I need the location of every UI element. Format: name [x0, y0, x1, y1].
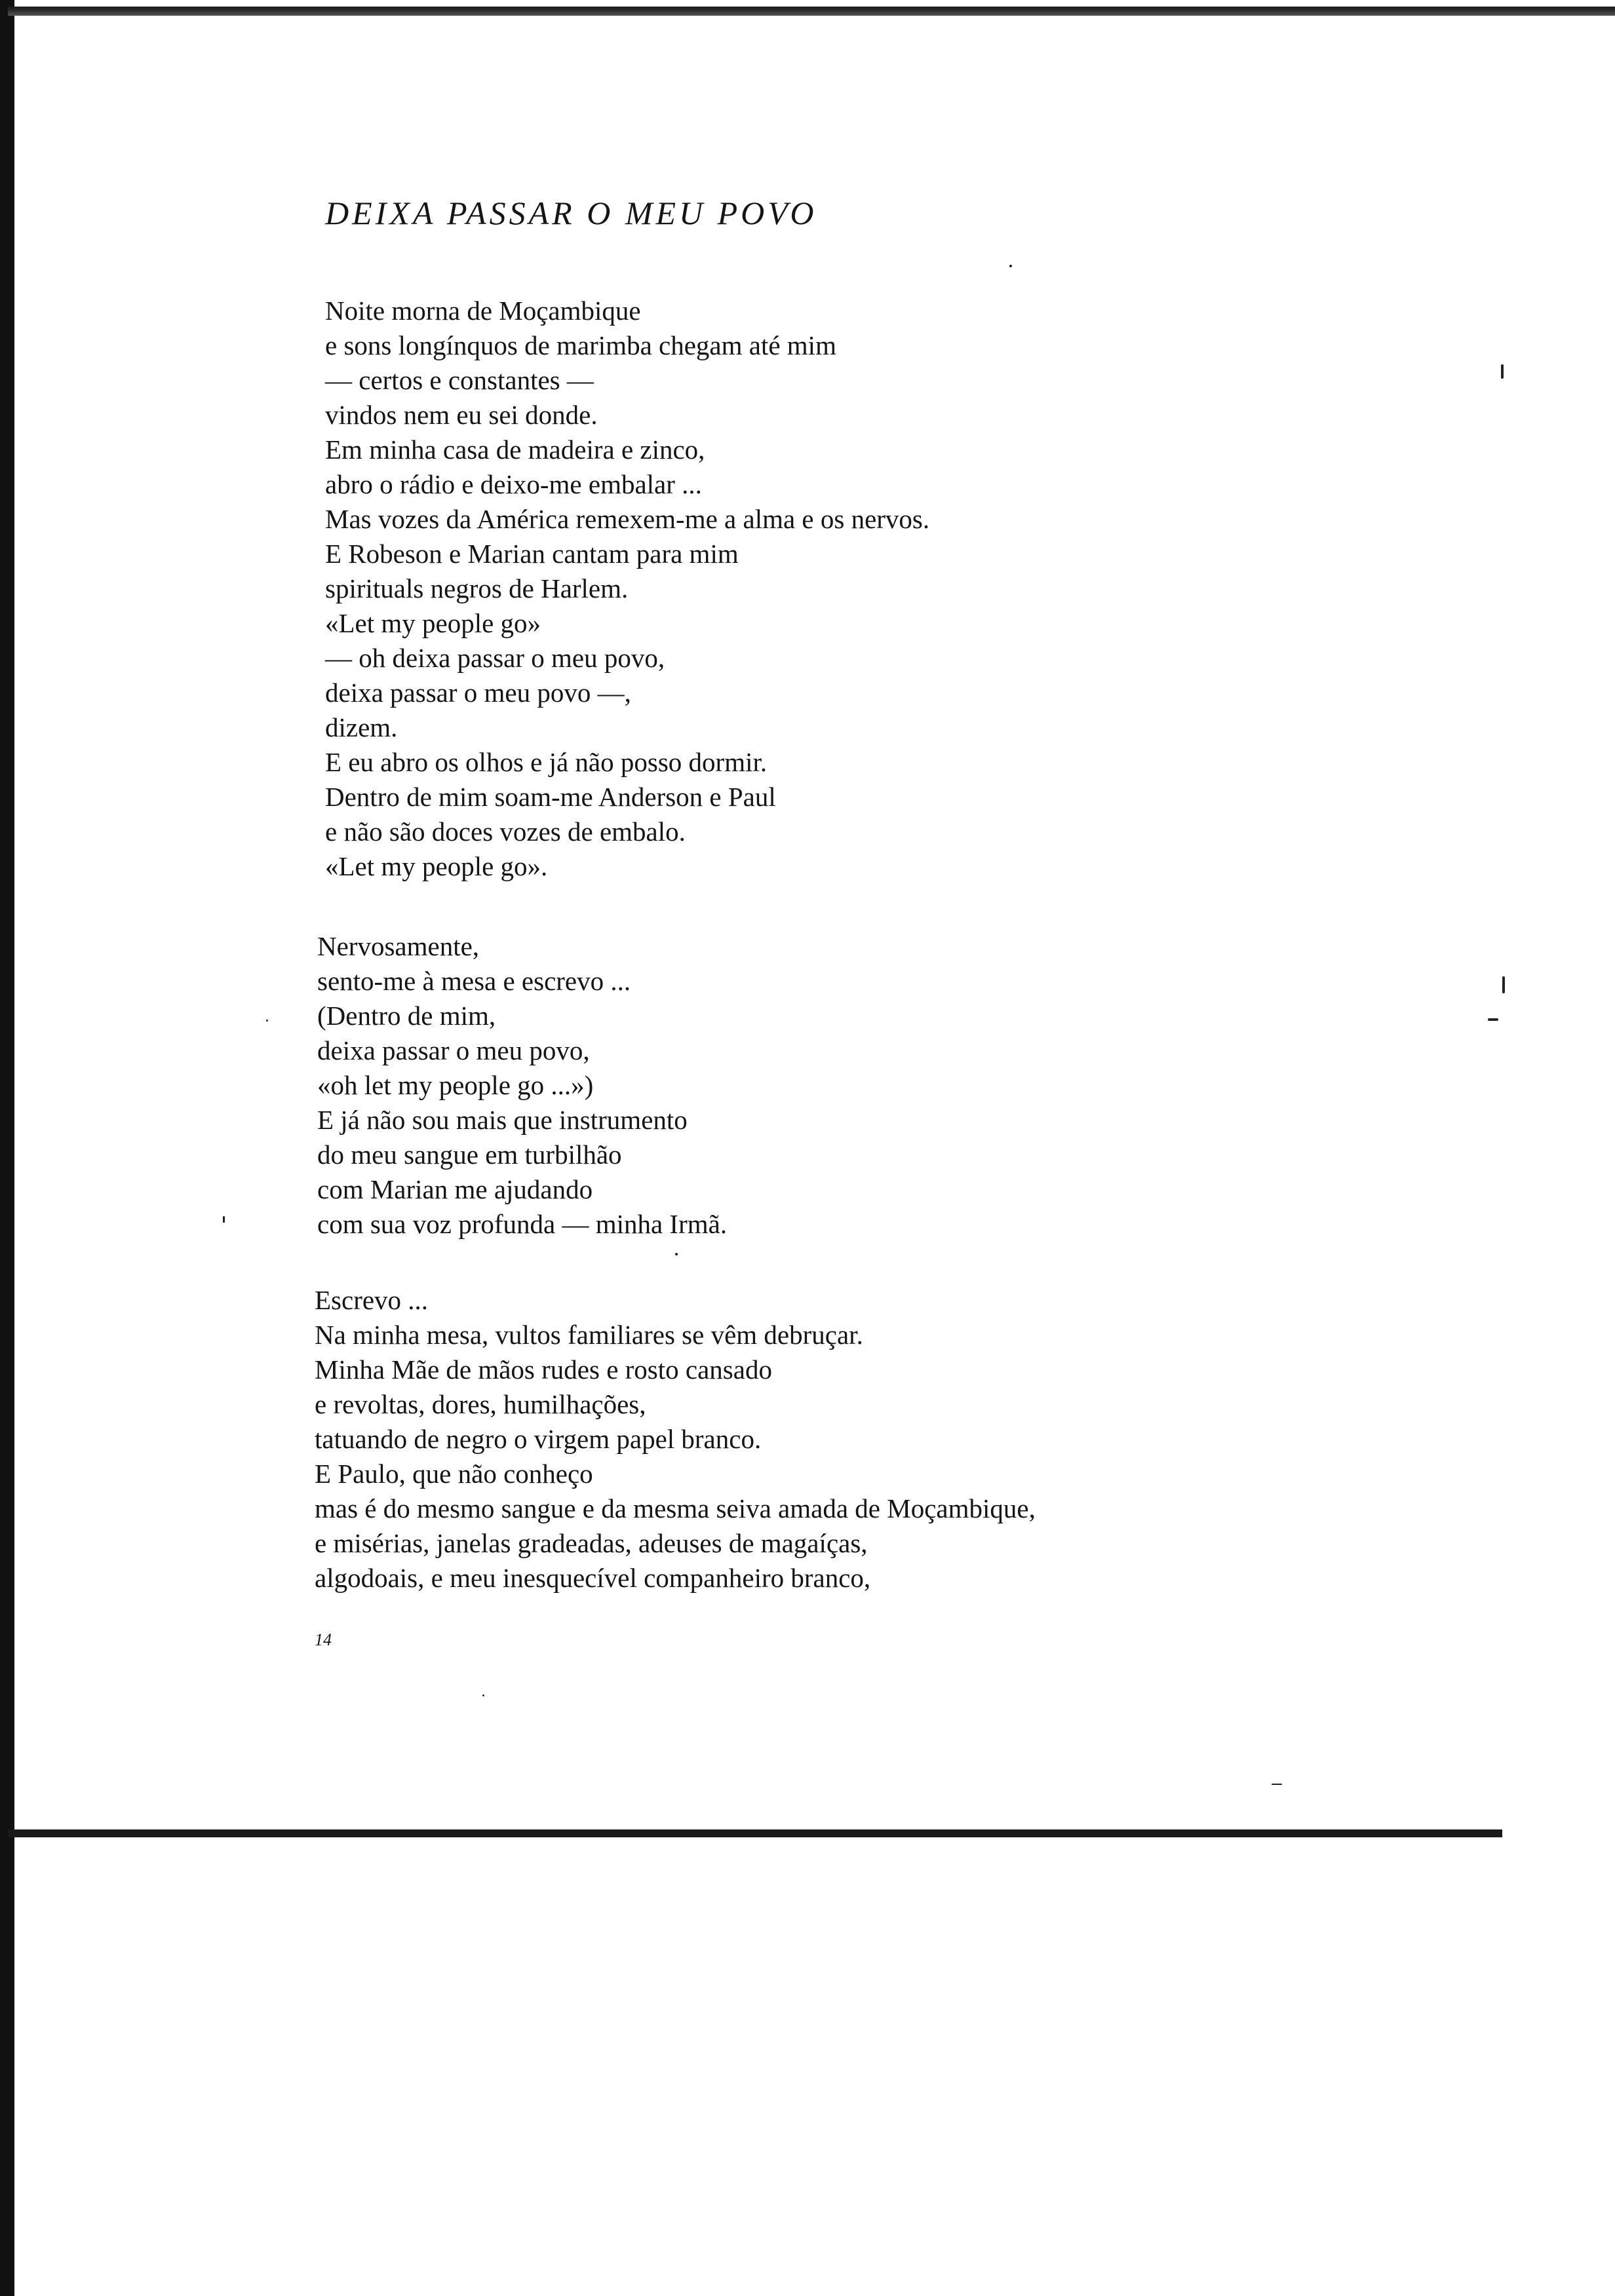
- poem-line: abro o rádio e deixo-me embalar ...: [325, 469, 702, 499]
- scan-speck: [675, 1253, 678, 1255]
- poem-line: — oh deixa passar o meu povo,: [325, 643, 665, 673]
- poem-line: deixa passar o meu povo,: [317, 1035, 590, 1065]
- stanza-1: [325, 294, 929, 884]
- scan-speck: [1272, 1784, 1282, 1785]
- stanza-2: [317, 929, 727, 1242]
- poem-line: Dentro de mim soam-me Anderson e Paul: [325, 782, 776, 812]
- poem-line: Mas vozes da América remexem-me a alma e os nervos.: [325, 504, 930, 534]
- poem-line: Em minha casa de madeira e zinco,: [325, 434, 705, 465]
- poem-line: — certos e constantes —: [325, 365, 594, 395]
- poem-line: algodoais, e meu inesquecível companheiro branco,: [315, 1563, 871, 1593]
- scan-speck: [1488, 1018, 1498, 1021]
- poem-line: (Dentro de mim,: [317, 1001, 496, 1031]
- poem-title: DEIXA PASSAR O MEU POVO: [325, 195, 817, 231]
- poem-line: do meu sangue em turbilhão: [317, 1139, 622, 1170]
- scan-speck: [482, 1694, 484, 1696]
- poem-line: tatuando de negro o virgem papel branco.: [315, 1424, 762, 1454]
- bottom-edge-rule: [8, 1829, 1502, 1837]
- poem-line: «Let my people go».: [325, 851, 548, 881]
- page-number: 14: [315, 1630, 332, 1649]
- poem-line: e não são doces vozes de embalo.: [325, 816, 686, 847]
- poem-line: e sons longínquos de marimba chegam até mim: [325, 330, 836, 360]
- poem-line: «oh let my people go ...»): [317, 1070, 594, 1100]
- poem-line: vindos nem eu sei donde.: [325, 400, 598, 430]
- poem-line: Escrevo ...: [315, 1285, 429, 1315]
- poem-line: spirituals negros de Harlem.: [325, 573, 629, 603]
- poem-line: deixa passar o meu povo —,: [325, 678, 631, 708]
- top-edge-rule: [8, 7, 1615, 16]
- poem-line: mas é do mesmo sangue e da mesma seiva amada de Moçambique,: [315, 1493, 1036, 1523]
- poem-line: e misérias, janelas gradeadas, adeuses de magaíças,: [315, 1528, 868, 1558]
- poem-line: sento-me à mesa e escrevo ...: [317, 966, 631, 996]
- poem-line: com Marian me ajudando: [317, 1174, 593, 1204]
- poem-line: Na minha mesa, vultos familiares se vêm debruçar.: [315, 1320, 863, 1350]
- stanza-3: [315, 1283, 1036, 1596]
- poem-line: e revoltas, dores, humilhações,: [315, 1389, 646, 1419]
- scan-speck: [266, 1020, 268, 1022]
- scan-speck: [223, 1216, 225, 1223]
- poem-line: «Let my people go»: [325, 608, 541, 638]
- poem-line: dizem.: [325, 712, 398, 742]
- poem-line: Nervosamente,: [317, 931, 480, 961]
- poem-line: E eu abro os olhos e já não posso dormir.: [325, 747, 768, 777]
- poem-line: E Paulo, que não conheço: [315, 1459, 593, 1489]
- scan-speck: [1501, 364, 1504, 379]
- scan-speck: [1009, 265, 1012, 267]
- poem-line: E Robeson e Marian cantam para mim: [325, 539, 739, 569]
- poem-line: Noite morna de Moçambique: [325, 296, 641, 326]
- left-edge-rule: [0, 0, 14, 2296]
- poem-line: com sua voz profunda — minha Irmã.: [317, 1209, 728, 1239]
- scan-speck: [1502, 976, 1505, 993]
- poem-line: E já não sou mais que instrumento: [317, 1105, 688, 1135]
- poem-line: Minha Mãe de mãos rudes e rosto cansado: [315, 1354, 772, 1385]
